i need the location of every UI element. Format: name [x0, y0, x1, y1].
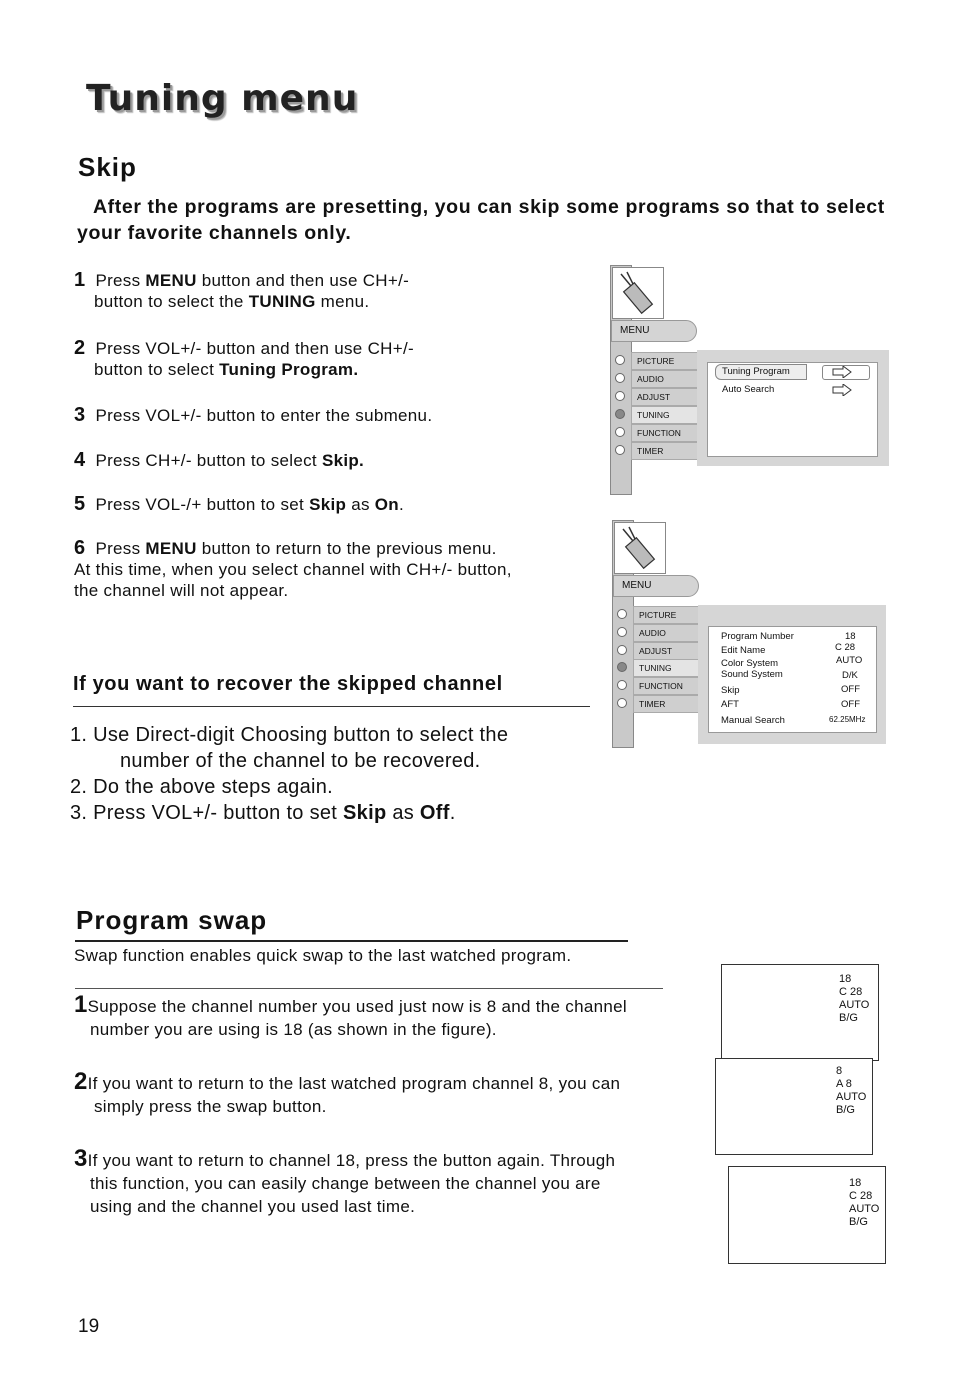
submenu-label-program-number: Program Number	[721, 631, 794, 642]
menu-dot	[617, 645, 627, 655]
submenu-value-skip: OFF	[841, 684, 860, 695]
osd-screen: 18 C 28 AUTO B/G	[728, 1166, 886, 1264]
menu-dot	[615, 445, 625, 455]
menu-item-adjust: ADJUST	[631, 388, 700, 406]
divider	[75, 988, 663, 989]
menu-item-function: FUNCTION	[631, 424, 700, 442]
skip-step-3: 3 Press VOL+/- button to enter the submenu.	[74, 404, 433, 426]
menu-dot	[615, 355, 625, 365]
recover-item-cont: number of the channel to be recovered.	[120, 750, 481, 772]
recover-item: 3. Press VOL+/- button to set Skip as Off.	[70, 802, 456, 824]
menu-dot	[615, 427, 625, 437]
section-heading-recover: If you want to recover the skipped channel	[73, 673, 503, 695]
menu-item-picture: PICTURE	[631, 352, 700, 370]
skip-step-2: 2 Press VOL+/- button and then use CH+/- button to select Tuning Program.	[74, 337, 414, 379]
submenu-item-auto-search: Auto Search	[722, 384, 775, 395]
menu-dot	[615, 391, 625, 401]
submenu-value-manual-search: 62.25MHz	[829, 715, 866, 724]
menu-item-tuning: TUNING	[633, 659, 702, 677]
menu-item-audio: AUDIO	[633, 624, 702, 642]
submenu-label-edit-name: Edit Name	[721, 645, 766, 656]
recover-item: 1. Use Direct-digit Choosing button to select the	[70, 724, 509, 746]
submenu-value-color-system: AUTO	[836, 655, 863, 666]
skip-intro: After the programs are presetting, you can skip some programs so that to select your favorite channels only.	[77, 196, 885, 244]
submenu-value-aft: OFF	[841, 699, 860, 710]
skip-step-6: 6 Press MENU button to return to the previous menu. At this time, when you select channel with CH+/- button, the channel will not appear.	[74, 537, 512, 600]
antenna-icon	[612, 267, 664, 319]
submenu-label-manual-search: Manual Search	[721, 715, 785, 726]
menu-item-audio: AUDIO	[631, 370, 700, 388]
skip-step-5: 5 Press VOL-/+ button to set Skip as On.	[74, 493, 405, 515]
arrow-right-icon	[832, 366, 852, 378]
menu-dot-selected	[615, 409, 625, 419]
swap-step-3: 3If you want to return to channel 18, press the button again. Through this function, you can easily change between the channel you are using and the channel you used last time.	[74, 1145, 616, 1216]
menu-item-tuning: TUNING	[631, 406, 700, 424]
divider	[73, 706, 590, 707]
submenu-value-edit-name: C 28	[835, 642, 856, 653]
swap-step-1: 1Suppose the channel number you used just now is 8 and the channel number you are using is 18 (as shown in the figure).	[74, 991, 627, 1039]
menu-dot	[617, 698, 627, 708]
menu-dot-selected	[617, 662, 627, 672]
submenu-label-aft: AFT	[721, 699, 739, 710]
osd-screen: 8 A 8 AUTO B/G	[715, 1058, 873, 1155]
menu-item-timer: TIMER	[631, 442, 700, 460]
tv-menu-label: MENU	[613, 575, 699, 597]
osd-screen: 18 C 28 AUTO B/G	[721, 964, 879, 1061]
submenu-label-color-system: Color System	[721, 658, 779, 669]
menu-item-adjust: ADJUST	[633, 642, 702, 660]
submenu-label-skip: Skip	[721, 685, 740, 696]
submenu-label-sound-system: Sound System	[721, 669, 783, 680]
menu-dot	[617, 627, 627, 637]
swap-intro: Swap function enables quick swap to the last watched program.	[74, 946, 572, 965]
swap-step-2: 2If you want to return to the last watched program channel 8, you can simply press the swap button.	[74, 1068, 621, 1116]
page-number: 19	[78, 1316, 100, 1337]
tv-menu-label: MENU	[611, 320, 697, 342]
page-title: Tuning menu	[86, 78, 359, 119]
arrow-right-icon	[832, 384, 852, 396]
menu-item-picture: PICTURE	[633, 606, 702, 624]
menu-item-timer: TIMER	[633, 695, 702, 713]
submenu-value-program-number: 18	[845, 631, 856, 642]
antenna-icon	[614, 522, 666, 574]
divider	[75, 940, 628, 942]
recover-list	[70, 722, 508, 826]
submenu-value-sound-system: D/K	[842, 670, 858, 681]
menu-dot	[615, 373, 625, 383]
section-heading-swap: Program swap	[76, 905, 268, 935]
recover-item: 2. Do the above steps again.	[70, 776, 334, 798]
menu-dot	[617, 609, 627, 619]
submenu-item-tuning-program: Tuning Program	[722, 366, 790, 377]
skip-step-4: 4 Press CH+/- button to select Skip.	[74, 449, 365, 471]
menu-dot	[617, 680, 627, 690]
menu-item-function: FUNCTION	[633, 677, 702, 695]
skip-step-1: 1 Press MENU button and then use CH+/- button to select the TUNING menu.	[74, 269, 410, 311]
section-heading-skip: Skip	[78, 152, 137, 182]
